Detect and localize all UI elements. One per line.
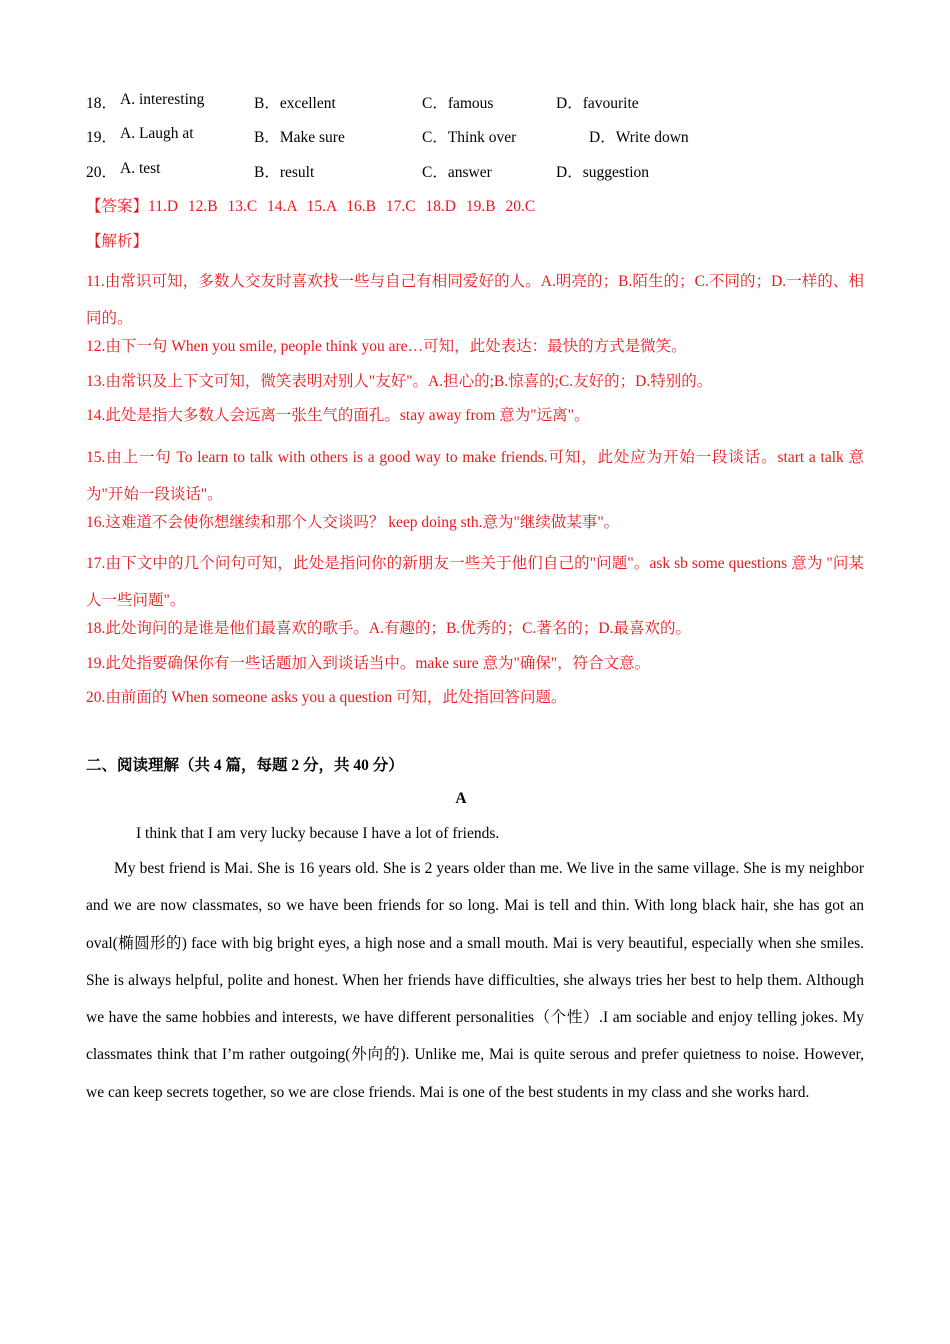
answer-line bbox=[86, 194, 535, 216]
explanation-13: 13.由常识及上下文可知，微笑表明对别人"友好"。A.担心的;B.惊喜的;C.友好的；D.特别的。 bbox=[86, 373, 713, 390]
explanation-12: 12.由下一句 When you smile, people think you are…可知，此处表达：最快的方式是微笑。 bbox=[86, 338, 687, 355]
option-b: B．Make sure bbox=[254, 129, 345, 146]
passage-intro: I think that I am very lucky because I have a lot of friends. bbox=[136, 825, 500, 842]
option-d: D．favourite bbox=[556, 95, 639, 112]
option-d: D．Write down bbox=[589, 129, 689, 146]
explanation-19: 19.此处指要确保你有一些话题加入到谈话当中。make sure 意为"确保"，符合文意。 bbox=[86, 655, 651, 672]
option-c: C．answer bbox=[422, 164, 492, 181]
analysis-label: 【解析】 bbox=[86, 233, 149, 250]
option-a: A. Laugh at bbox=[120, 125, 194, 142]
option-d: D．suggestion bbox=[556, 164, 650, 181]
option-b: B．result bbox=[254, 164, 315, 181]
answer-text: 11.D 12.B 13.C 14.A 15.A 16.B 17.C 18.D 19.B 20.C bbox=[148, 198, 536, 215]
option-a: A. interesting bbox=[120, 91, 205, 108]
passage-body: My best friend is Mai. She is 16 years old. She is 2 years older than me. We live in the same village. She is my neighbor and we are now classmates, so we have been friends for so long. Mai is tell and thin. With long black hair, she has got an oval(椭圆形的) face with big bright eyes, a high nose and a small mouth. Mai is very beautiful, especially when she smiles. She is always helpful, polite and honest. When her friends have difficulties, she always tries her best to help them. Although we have the same hobbies and interests, we have different personalities（个性）.I am sociable and enjoy telling jokes. My classmates think that I’m rather outgoing(外向的). Unlike me, Mai is quite serous and prefer quietness to noise. However, we can keep secrets together, so we are close friends. Mai is one of the best students in my class and she works hard. bbox=[86, 860, 864, 1101]
option-b: B．excellent bbox=[254, 95, 336, 112]
explanation-20: 20.由前面的 When someone asks you a question 可知，此处指回答问题。 bbox=[86, 689, 567, 706]
question-number: 18． bbox=[86, 95, 118, 112]
option-a: A. test bbox=[120, 160, 161, 177]
option-c: C．Think over bbox=[422, 129, 517, 146]
passage-title: A bbox=[455, 790, 467, 807]
section-title: 二、阅读理解（共 4 篇，每题 2 分，共 40 分） bbox=[86, 757, 404, 774]
explanation-18: 18.此处询问的是谁是他们最喜欢的歌手。A.有趣的；B.优秀的；C.著名的；D.最喜欢的。 bbox=[86, 620, 691, 637]
explanation-16: 16.这难道不会使你想继续和那个人交谈吗？ keep doing sth.意为"继续做某事"。 bbox=[86, 514, 620, 531]
option-c: C．famous bbox=[422, 95, 494, 112]
question-number: 19． bbox=[86, 129, 118, 146]
question-number: 20． bbox=[86, 164, 118, 181]
explanation-14: 14.此处是指大多数人会远离一张生气的面孔。stay away from 意为"远离"。 bbox=[86, 407, 590, 424]
explanation-11: 11.由常识可知，多数人交友时喜欢找一些与自己有相同爱好的人。A.明亮的；B.陌生的；C.不同的；D.一样的、相同的。 bbox=[86, 273, 864, 327]
explanation-15: 15.由上一句 To learn to talk with others is a good way to make friends.可知，此处应为开始一段谈话。start a talk 意为"开始一段谈话"。 bbox=[86, 449, 864, 503]
explanation-17: 17.由下文中的几个问句可知，此处是指问你的新朋友一些关于他们自己的"问题"。ask sb some questions 意为 "问某人一些问题"。 bbox=[86, 555, 864, 609]
answer-label: 【答案】 bbox=[86, 198, 149, 215]
